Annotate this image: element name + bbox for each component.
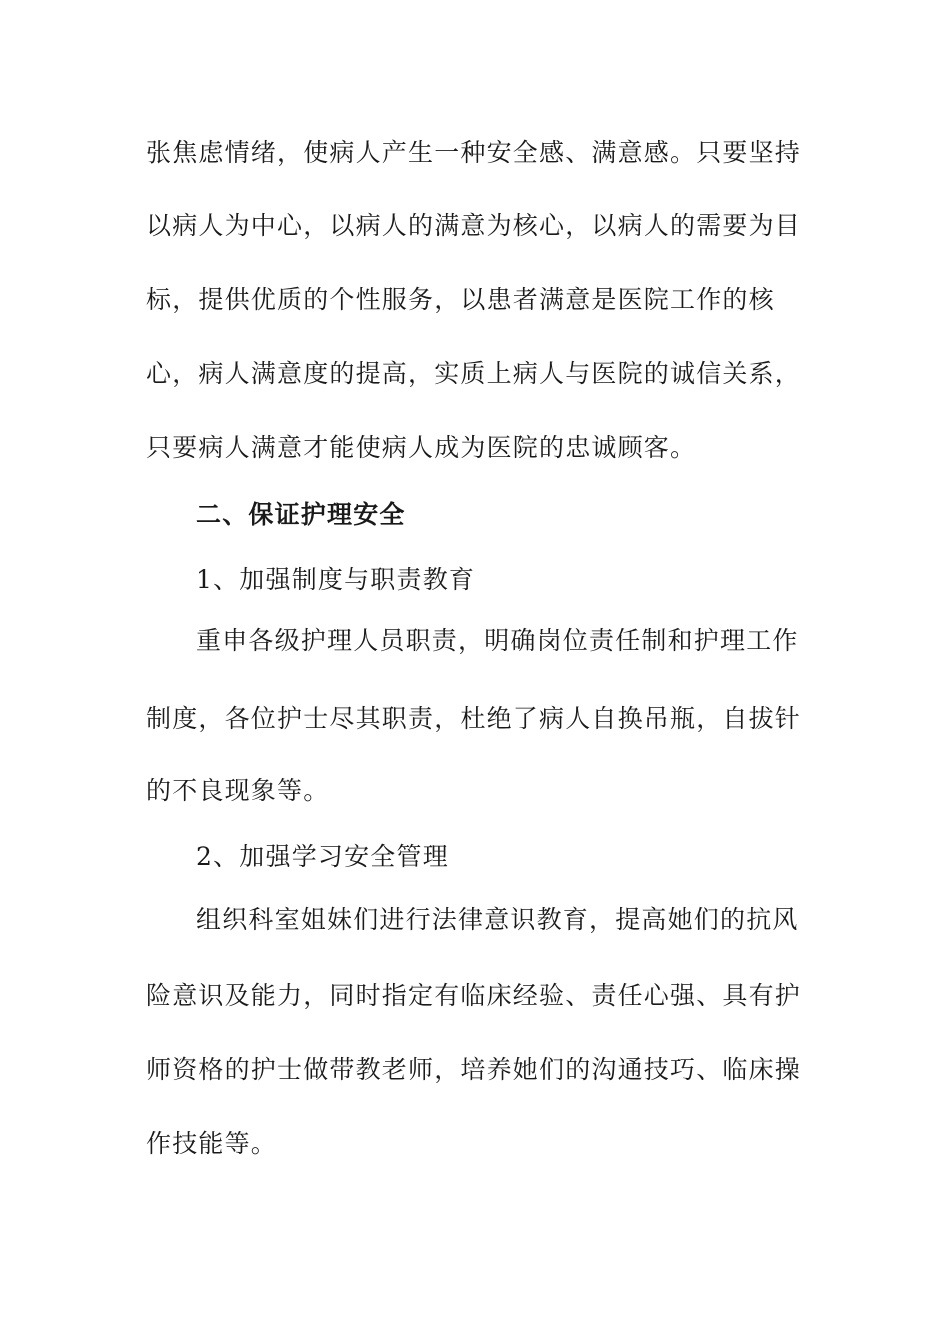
body-text-line: 张焦虑情绪，使病人产生一种安全感、满意感。只要坚持 xyxy=(146,138,802,167)
body-text-line: 心，病人满意度的提高，实质上病人与医院的诚信关系， xyxy=(146,359,802,388)
body-text-line: 的不良现象等。 xyxy=(146,776,330,805)
body-text-line: 制度，各位护士尽其职责，杜绝了病人自换吊瓶，自拔针 xyxy=(146,704,802,733)
body-text-line: 险意识及能力，同时指定有临床经验、责任心强、具有护 xyxy=(146,981,802,1010)
body-text-line: 标，提供优质的个性服务，以患者满意是医院工作的核 xyxy=(146,285,775,314)
body-text-line: 作技能等。 xyxy=(146,1129,278,1158)
body-text-line: 只要病人满意才能使病人成为医院的忠诚顾客。 xyxy=(146,433,697,462)
subheading: 2、加强学习安全管理 xyxy=(196,842,449,871)
section-heading: 二、保证护理安全 xyxy=(196,500,406,529)
body-text-line: 以病人为中心，以病人的满意为核心，以病人的需要为目 xyxy=(146,211,802,240)
subheading: 1、加强制度与职责教育 xyxy=(196,565,476,594)
body-text-line: 师资格的护士做带教老师，培养她们的沟通技巧、临床操 xyxy=(146,1055,802,1084)
body-text-line: 重申各级护理人员职责，明确岗位责任制和护理工作 xyxy=(196,626,799,655)
body-text-line: 组织科室姐妹们进行法律意识教育，提高她们的抗风 xyxy=(196,905,799,934)
